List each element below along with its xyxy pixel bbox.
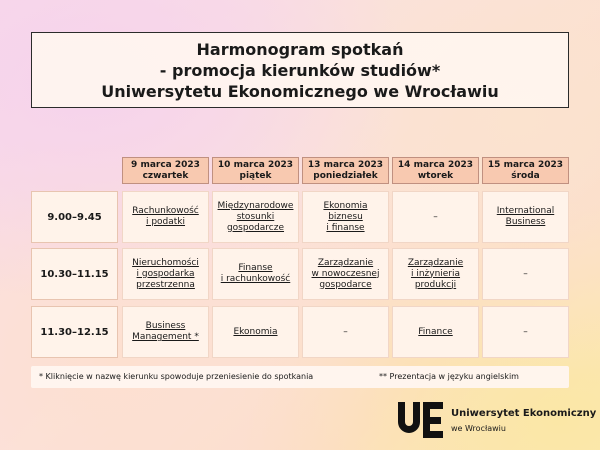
cell-label: – (343, 326, 348, 337)
day-header-2 (212, 157, 299, 184)
empty-slot (392, 191, 479, 243)
footer-notes (31, 366, 569, 388)
logo-university-city: we Wrocławiu (451, 424, 506, 433)
day-date: 14 marca 2023 (397, 159, 474, 170)
cell-label[interactable]: Ekonomia biznesu i finanse (323, 200, 368, 233)
cell-label[interactable]: Rachunkowość i podatki (132, 206, 199, 227)
cell-label: – (523, 326, 528, 337)
day-header-1 (122, 157, 209, 184)
program-link[interactable] (122, 191, 209, 243)
program-link[interactable] (392, 248, 479, 300)
empty-slot (482, 248, 569, 300)
footer-note-click: * Kliknięcie w nazwę kierunku spowoduje przeniesienie do spotkania (39, 372, 314, 381)
day-weekday: poniedziałek (313, 170, 378, 181)
cell-label[interactable]: Zarządzanie w nowoczesnej gospodarce (311, 257, 380, 290)
program-link[interactable] (302, 191, 389, 243)
day-date: 9 marca 2023 (131, 159, 200, 170)
day-date: 10 marca 2023 (217, 159, 294, 170)
day-weekday: czwartek (142, 170, 189, 181)
cell-label[interactable]: Finanse i rachunkowość (220, 263, 291, 284)
program-link[interactable] (212, 306, 299, 358)
cell-label: – (433, 211, 438, 222)
time-slot-3: 11.30–12.15 (31, 306, 118, 358)
cell-label[interactable]: Ekonomia (233, 326, 278, 337)
day-header-4 (392, 157, 479, 184)
title-box (31, 32, 569, 108)
day-date: 13 marca 2023 (307, 159, 384, 170)
day-header-5 (482, 157, 569, 184)
day-weekday: środa (511, 170, 540, 181)
cell-label[interactable]: Business Management * (132, 321, 199, 342)
program-link[interactable] (212, 191, 299, 243)
cell-label: – (523, 268, 528, 279)
day-weekday: wtorek (417, 170, 454, 181)
time-slot-1: 9.00–9.45 (31, 191, 118, 243)
day-weekday: piątek (239, 170, 272, 181)
title-line-3: Uniwersytetu Ekonomicznego we Wrocławiu (101, 81, 499, 101)
cell-label[interactable]: Zarządzanie i inżynieria produkcji (407, 257, 464, 290)
cell-label[interactable]: Międzynarodowe stosunki gospodarcze (217, 200, 294, 233)
logo-university-name: Uniwersytet Ekonomiczny (451, 408, 597, 419)
footer-note-english: ** Prezentacja w języku angielskim (379, 372, 519, 381)
program-link[interactable] (482, 191, 569, 243)
empty-slot (482, 306, 569, 358)
time-slot-2: 10.30–11.15 (31, 248, 118, 300)
cell-label[interactable]: International Business (496, 206, 555, 227)
empty-slot (302, 306, 389, 358)
cell-label[interactable]: Nieruchomości i gospodarka przestrzenna (132, 257, 199, 290)
ue-logo-icon (395, 400, 447, 440)
program-link[interactable] (392, 306, 479, 358)
day-date: 15 marca 2023 (487, 159, 564, 170)
title-line-2: - promocja kierunków studiów* (159, 60, 441, 80)
program-link[interactable] (122, 306, 209, 358)
cell-label[interactable]: Finance (418, 326, 453, 337)
program-link[interactable] (302, 248, 389, 300)
program-link[interactable] (122, 248, 209, 300)
program-link[interactable] (212, 248, 299, 300)
title-line-1: Harmonogram spotkań (196, 39, 404, 59)
day-header-3 (302, 157, 389, 184)
